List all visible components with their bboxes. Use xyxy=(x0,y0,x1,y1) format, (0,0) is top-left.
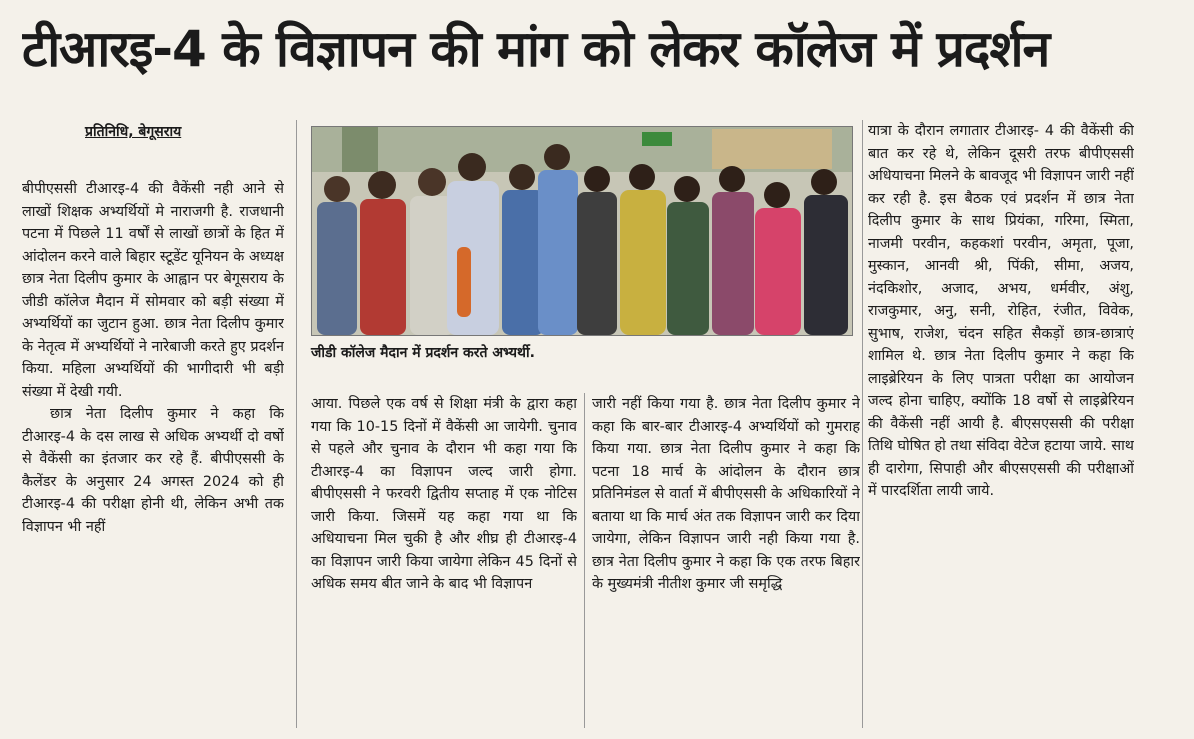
protest-crowd-image xyxy=(312,127,852,335)
news-photo xyxy=(311,126,853,336)
paragraph: बीपीएससी टीआरइ-4 की वैकेंसी नही आने से लाखों शिक्षक अभ्यर्थियों मे नाराजगी है. राजधानी पटना में पिछले 11 वर्षों से लाखों छात्रों के हित में आंदोलन करने वाले बिहार स्टूडेंट यूनियन के अध्यक्ष छात्र नेता दिलीप कुमार के आह्वान पर बेगूसराय के जीडी कॉलेज मैदान में सोमवार को बड़ी संख्या में अभ्यर्थियों का जुटान हुआ. छात्र नेता दिलीप कुमार के नेतृत्व में अभ्यर्थियों ने नारेबाजी करते हुए प्रदर्शन किया. महिला अभ्यर्थियों की भागीदारी भी बड़ी संख्या में देखी गयी. xyxy=(22,181,284,400)
byline: प्रतिनिधि, बेगूसराय xyxy=(85,124,182,140)
headline: टीआरइ-4 के विज्ञापन की मांग को लेकर कॉलेज में प्रदर्शन xyxy=(22,20,1050,78)
article-column-4 xyxy=(868,120,1134,728)
column-divider xyxy=(862,120,863,728)
paragraph: छात्र नेता दिलीप कुमार ने कहा कि टीआरइ-4 के दस लाख से अधिक अभ्यर्थी दो वर्षो से वैकेंसी का इंतजार कर रहे हैं. बीपीएससी के कैलेंडर के अनुसार 24 अगस्त 2024 को ही टीआरइ-4 की परीक्षा होनी थी, लेकिन अभी तक विज्ञापन भी नहीं xyxy=(22,406,284,535)
article-column-1 xyxy=(22,178,284,728)
paragraph: आया. पिछले एक वर्ष से शिक्षा मंत्री के द्वारा कहा गया कि 10-15 दिनों में वैकेंसी आ जायेगी. चुनाव से पहले और चुनाव के दौरान भी कहा गया कि टीआरइ-4 का विज्ञापन जल्द जारी होगा. बीपीएससी ने फरवरी द्वितीय सप्ताह में एक नोटिस जारी किया. जिसमें यह कहा गया था कि अधियाचना मिल चुकी है और शीघ्र ही टीआरइ-4 का विज्ञापन जारी किया जायेगा लेकिन 45 दिनों से अधिक समय बीत जाने के बाद भी विज्ञापन xyxy=(311,396,577,592)
paragraph: जारी नहीं किया गया है. छात्र नेता दिलीप कुमार ने कहा कि बार-बार टीआरइ-4 अभ्यर्थियों को गुमराह किया गया. छात्र नेता दिलीप कुमार ने कहा कि पटना 18 मार्च के आंदोलन के दौरान छात्र प्रतिनिमंडल से वार्ता में बीपीएससी के अधिकारियों ने बताया था कि मार्च अंत तक विज्ञापन जारी कर दिया जायेगा, लेकिन विज्ञापन जारी नही किया गया है. छात्र नेता दिलीप कुमार ने कहा कि एक तरफ बिहार के मुख्यमंत्री नीतीश कुमार जी समृद्धि xyxy=(592,396,860,592)
paragraph: यात्रा के दौरान लगातार टीआरइ- 4 की वैकेंसी की बात कर रहे थे, लेकिन दूसरी तरफ बीपीएससी अधियाचना मिलने के बावजूद भी विज्ञापन जारी नहीं कर रही है. इस बैठक एवं प्रदर्शन में छात्र नेता दिलीप कुमार के साथ प्रियंका, गरिमा, स्मिता, नाजमी परवीन, कहकशां परवीन, अमृता, पूजा, मुस्कान, आनवी श्री, पिंकी, सीमा, अजय, नंदकिशोर, अजाद, अभय, धर्मवीर, अंशु, राजकुमार, अनु, सनी, रोहित, रंजीत, विवेक, सुभाष, राजेश, चंदन सहित सैकड़ों छात्र-छात्राएं शामिल थे. छात्र नेता दिलीप कुमार ने कहा कि लाइब्रेरियन के लिए पात्रता परीक्षा का आयोजन जल्द होना चाहिए, क्योंकि 18 वर्षो से लाइब्रेरियन की वैकेंसी नहीं आयी है. बीएसएससी की परीक्षा तिथि घोषित हो तथा संविदा वेटेज हटाया जाये. साथ ही दारोगा, सिपाही और बीएसएससी की परीक्षाओं में पारदर्शिता लायी जाये. xyxy=(868,123,1134,499)
column-divider xyxy=(584,393,585,728)
column-divider xyxy=(296,120,297,728)
photo-caption: जीडी कॉलेज मैदान में प्रदर्शन करते अभ्यर्थी. xyxy=(311,345,535,361)
article-column-2 xyxy=(311,393,577,728)
article-column-3 xyxy=(592,393,860,728)
